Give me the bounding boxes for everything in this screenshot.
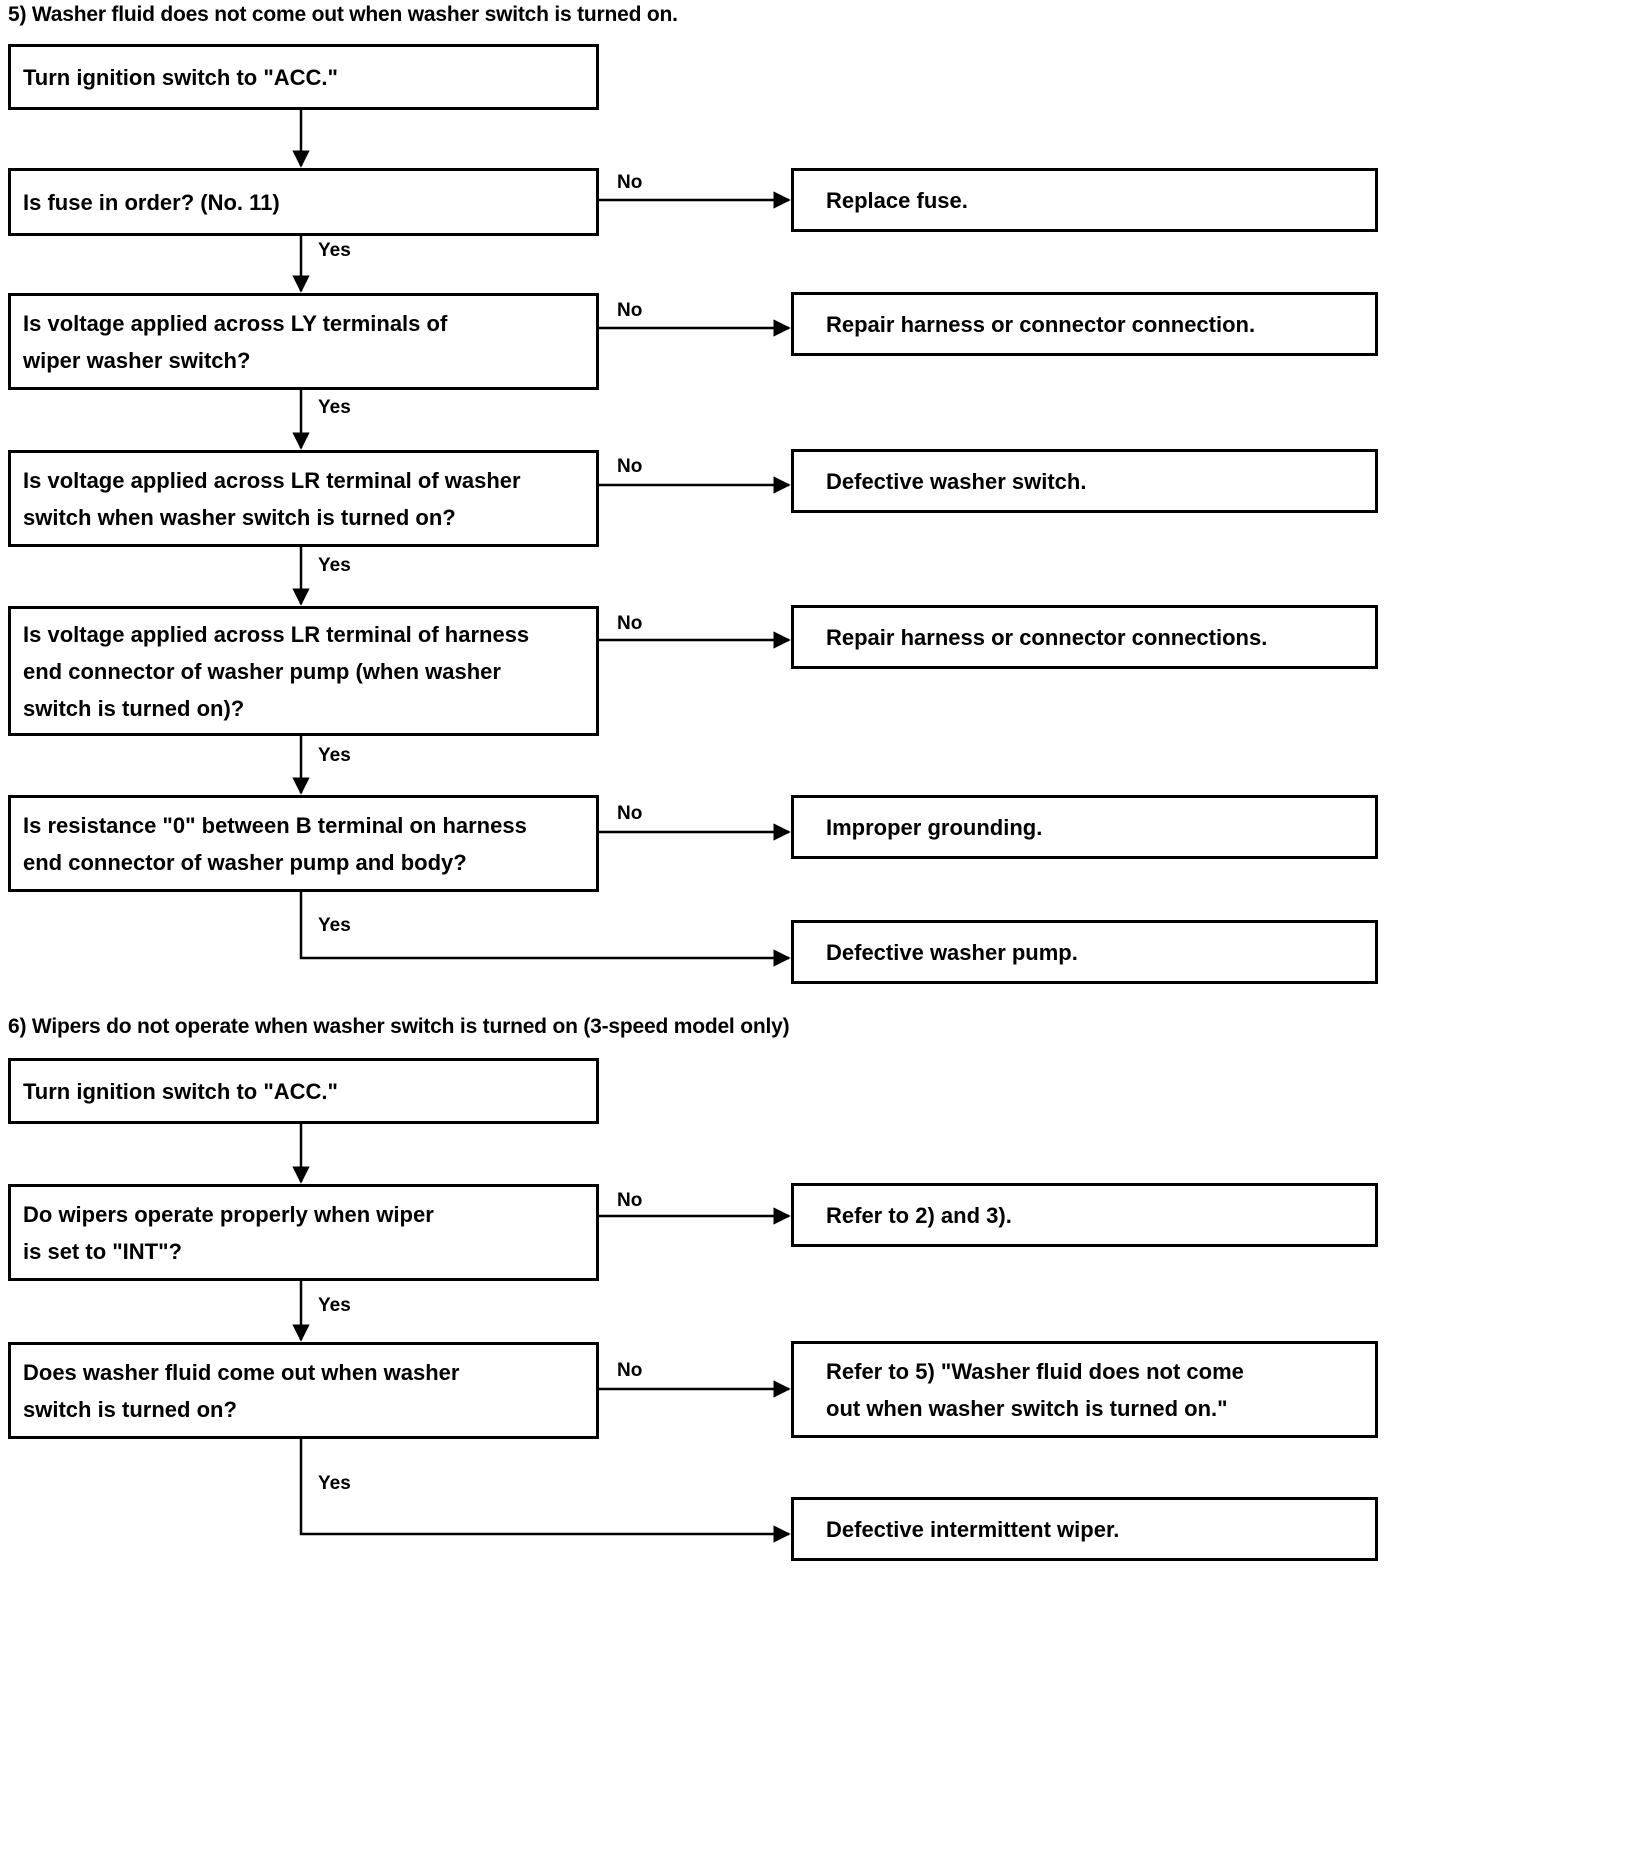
question-text: Is fuse in order? (No. 11) <box>23 189 280 215</box>
yes-label: Yes <box>318 397 351 418</box>
no-label: No <box>617 300 643 321</box>
result-text: Defective washer switch. <box>826 468 1087 494</box>
yes-label: Yes <box>318 555 351 576</box>
yes-label: Yes <box>318 1295 351 1316</box>
yes-label: Yes <box>318 745 351 766</box>
question-text: Is voltage applied across LR terminal of harness end connector of washer pump (when washer switch is turned on)? <box>23 621 530 721</box>
flow-start-text: Turn ignition switch to "ACC." <box>23 64 338 90</box>
result-text: Repair harness or connector connection. <box>826 311 1256 337</box>
flow-start-text: Turn ignition switch to "ACC." <box>23 1078 338 1104</box>
section-6-title: 6) Wipers do not operate when washer switch is turned on (3-speed model only) <box>8 1015 790 1038</box>
result-text: Repair harness or connector connections. <box>826 624 1268 650</box>
arrow-yes-final <box>301 1439 789 1534</box>
result-text: Improper grounding. <box>826 814 1043 840</box>
no-label: No <box>617 172 643 193</box>
yes-label: Yes <box>318 915 351 936</box>
question-text: Is voltage applied across LY terminals of wiper washer switch? <box>23 310 448 373</box>
result-text: Refer to 2) and 3). <box>826 1202 1012 1228</box>
question-text: Is resistance "0" between B terminal on harness end connector of washer pump and body? <box>23 812 527 875</box>
question-text: Is voltage applied across LR terminal of washer switch when washer switch is turned on? <box>23 467 521 530</box>
no-label: No <box>617 803 643 824</box>
result-text: Defective washer pump. <box>826 939 1078 965</box>
no-label: No <box>617 1190 643 1211</box>
yes-label: Yes <box>318 240 351 261</box>
question-text: Do wipers operate properly when wiper is set to "INT"? <box>23 1201 434 1264</box>
result-text: Defective intermittent wiper. <box>826 1516 1120 1542</box>
no-label: No <box>617 456 643 477</box>
arrow-yes-final <box>301 892 789 958</box>
question-text: Does washer fluid come out when washer switch is turned on? <box>23 1359 460 1422</box>
section-5-title: 5) Washer fluid does not come out when washer switch is turned on. <box>8 3 678 26</box>
result-text: Refer to 5) "Washer fluid does not come out when washer switch is turned on." <box>826 1358 1244 1421</box>
no-label: No <box>617 613 643 634</box>
yes-label: Yes <box>318 1473 351 1494</box>
result-text: Replace fuse. <box>826 187 968 213</box>
no-label: No <box>617 1360 643 1381</box>
